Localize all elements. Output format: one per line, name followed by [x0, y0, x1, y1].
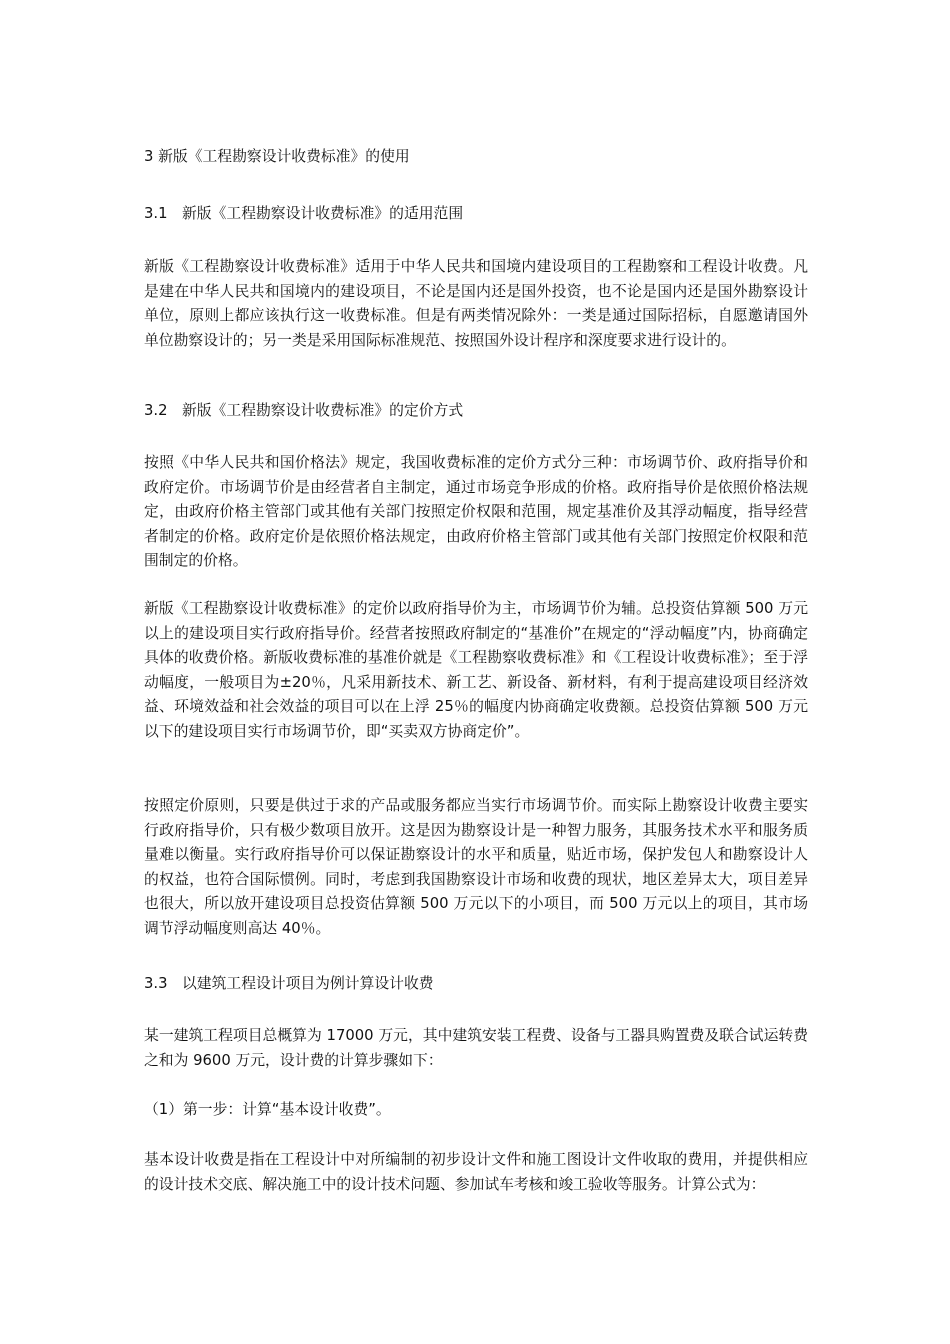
section-title: 以建筑工程设计项目为例计算设计收费: [182, 975, 434, 992]
paragraph-scope: 新版《工程勘察设计收费标准》适用于中华人民共和国境内建设项目的工程勘察和工程设计收费。凡是建在中华人民共和国境内的建设项目，不论是国内还是国外投资，也不论是国内还是国外勘察设计单位，原则上都应该执行这一收费标准。但是有两类情况除外：一类是通过国际招标，自愿邀请国外单位勘察设计的；另一类是采用国际标准规范、按照国外设计程序和深度要求进行设计的。: [144, 258, 808, 349]
section-3-1-heading: [144, 202, 808, 227]
paragraph-step-1: （1）第一步：计算“基本设计收费”。: [144, 1101, 391, 1118]
section-number: 3.1: [144, 205, 168, 222]
section-title: 新版《工程勘察设计收费标准》的适用范围: [182, 205, 464, 222]
main-heading: 3 新版《工程勘察设计收费标准》的使用: [144, 148, 410, 165]
paragraph-pricing-principle: 按照定价原则，只要是供过于求的产品或服务都应当实行市场调节价。而实际上勘察设计收费主要实行政府指导价，只有极少数项目放开。这是因为勘察设计是一种智力服务，其服务技术水平和服务质量难以衡量。实行政府指导价可以保证勘察设计的水平和质量，贴近市场，保护发包人和勘察设计人的权益，也符合国际惯例。同时，考虑到我国勘察设计市场和收费的现状，地区差异太大，项目差异也很大，所以放开建设项目总投资估算额 500 万元以下的小项目，而 500 万元以上的项目，其市场调节浮动幅度则高达 40％。: [144, 797, 808, 937]
paragraph-basic-fee: 基本设计收费是指在工程设计中对所编制的初步设计文件和施工图设计文件收取的费用，并提供相应的设计技术交底、解决施工中的设计技术问题、参加试车考核和竣工验收等服务。计算公式为：: [144, 1151, 808, 1193]
paragraph-pricing-new: 新版《工程勘察设计收费标准》的定价以政府指导价为主，市场调节价为辅。总投资估算额 500 万元以上的建设项目实行政府指导价。经营者按照政府制定的“基准价”在规定的“浮动幅度”内，协商确定具体的收费价格。新版收费标准的基准价就是《工程勘察收费标准》和《工程设计收费标准》；至于浮动幅度，一般项目为±20％，凡采用新技术、新工艺、新设备、新材料，有利于提高建设项目经济效益、环境效益和社会效益的项目可以在上浮 25％的幅度内协商确定收费额。总投资估算额 500 万元以下的建设项目实行市场调节价，即“买卖双方协商定价”。: [144, 600, 808, 740]
section-3-3-heading: [144, 972, 808, 997]
section-3-2-heading: [144, 399, 808, 424]
section-title: 新版《工程勘察设计收费标准》的定价方式: [182, 402, 464, 419]
section-number: 3.3: [144, 975, 168, 992]
paragraph-pricing-law: 按照《中华人民共和国价格法》规定，我国收费标准的定价方式分三种：市场调节价、政府指导价和政府定价。市场调节价是由经营者自主制定，通过市场竞争形成的价格。政府指导价是依照价格法规定，由政府价格主管部门或其他有关部门按照定价权限和范围，规定基准价及其浮动幅度，指导经营者制定的价格。政府定价是依照价格法规定，由政府价格主管部门或其他有关部门按照定价权限和范围制定的价格。: [144, 454, 808, 569]
section-number: 3.2: [144, 402, 168, 419]
paragraph-example-intro: 某一建筑工程项目总概算为 17000 万元，其中建筑安装工程费、设备与工器具购置费及联合试运转费之和为 9600 万元，设计费的计算步骤如下：: [144, 1027, 808, 1069]
